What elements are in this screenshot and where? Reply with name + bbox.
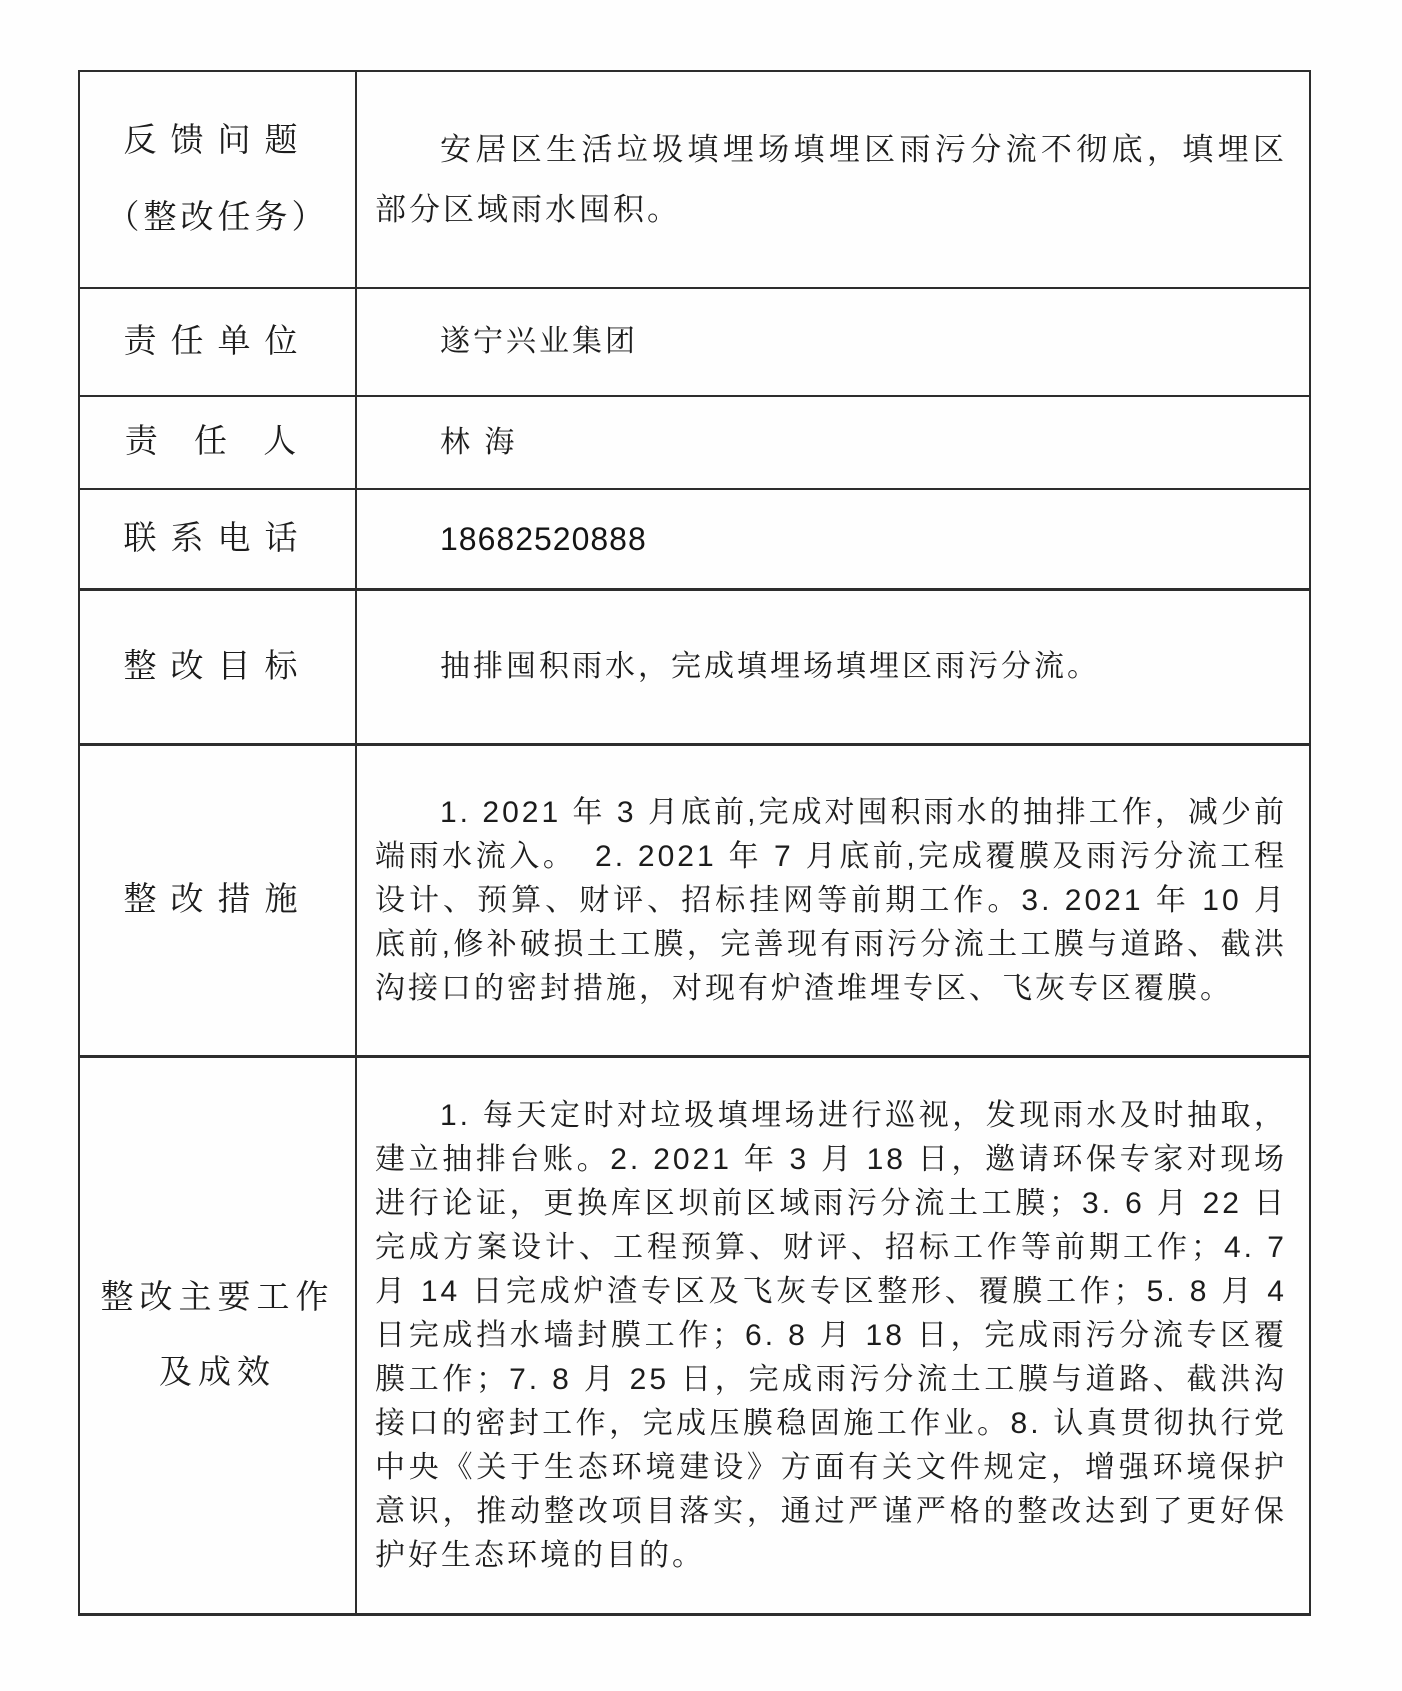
table-row-feedback-problem — [80, 72, 1309, 287]
table-row-rectification-goal — [80, 588, 1309, 743]
table-row-responsible-unit — [80, 287, 1309, 395]
row-label-line2: （整改任务） — [106, 199, 329, 236]
row-label-line1: 联系电话 — [123, 520, 312, 557]
rectification-goal-text: 抽排囤积雨水，完成填埋场填埋区雨污分流。 — [440, 650, 1100, 683]
row-label-line1: 整改主要工作 — [100, 1279, 335, 1316]
row-label-cell — [80, 490, 355, 588]
row-label-line1: 反馈问题 — [123, 122, 312, 159]
row-content-cell — [355, 397, 1309, 488]
feedback-problem-text: 安居区生活垃圾填埋场填埋区雨污分流不彻底，填埋区部分区域雨水囤积。 — [375, 131, 1287, 227]
row-label-line1: 责 任 人 — [124, 424, 311, 460]
rectification-table — [78, 70, 1311, 1616]
row-content-cell — [355, 746, 1309, 1055]
rectification-measures-text: 1. 2021 年 3 月底前,完成对囤积雨水的抽排工作，减少前端雨水流入。 2. 2021 年 7 月底前,完成覆膜及雨污分流工程设计、预算、财评、招标挂网等前期工作。3. 2021 年 10 月底前,修补破损土工膜，完善现有雨污分流土工膜与道路、截洪沟接口的密封措施，对现有炉渣堆埋专区、飞灰专区覆膜。 — [375, 795, 1287, 1005]
row-label-cell — [80, 591, 355, 743]
responsible-person-text: 林 海 — [440, 425, 518, 459]
row-content-cell — [355, 72, 1309, 287]
row-label-line2: 及成效 — [159, 1354, 276, 1391]
row-label-line1: 整改目标 — [123, 648, 312, 685]
row-label-cell — [80, 289, 355, 395]
table-row-responsible-person — [80, 395, 1309, 488]
table-row-rectification-measures — [80, 743, 1309, 1055]
main-work-results-text: 1. 每天定时对垃圾填埋场进行巡视，发现雨水及时抽取，建立抽排台账。2. 2021 年 3 月 18 日，邀请环保专家对现场进行论证，更换库区坝前区域雨污分流土工膜；3. 6 月 22 日完成方案设计、工程预算、财评、招标工作等前期工作；4. 7 月 14 日完成炉渣专区及飞灰专区整形、覆膜工作；5. 8 月 4 日完成挡水墙封膜工作；6. 8 月 18 日，完成雨污分流专区覆膜工作；7. 8 月 25 日，完成雨污分流土工膜与道路、截洪沟接口的密封工作，完成压膜稳固施工作业。8. 认真贯彻执行党中央《关于生态环境建设》方面有关文件规定，增强环境保护意识，推动整改项目落实，通过严谨严格的整改达到了更好保护好生态环境的目的。 — [375, 1098, 1287, 1572]
row-content-cell — [355, 490, 1309, 588]
row-content-cell — [355, 1058, 1309, 1613]
row-label-cell — [80, 746, 355, 1055]
contact-phone-number: 18682520888 — [440, 520, 647, 557]
row-label-line1: 责任单位 — [123, 323, 312, 360]
responsible-unit-text: 遂宁兴业集团 — [440, 325, 638, 358]
row-label-cell — [80, 1058, 355, 1613]
row-label-cell — [80, 72, 355, 287]
row-content-cell — [355, 591, 1309, 743]
row-content-cell — [355, 289, 1309, 395]
table-row-main-work-results — [80, 1055, 1309, 1613]
row-label-cell — [80, 397, 355, 488]
row-label-line1: 整改措施 — [123, 882, 312, 918]
table-row-contact-phone — [80, 488, 1309, 588]
